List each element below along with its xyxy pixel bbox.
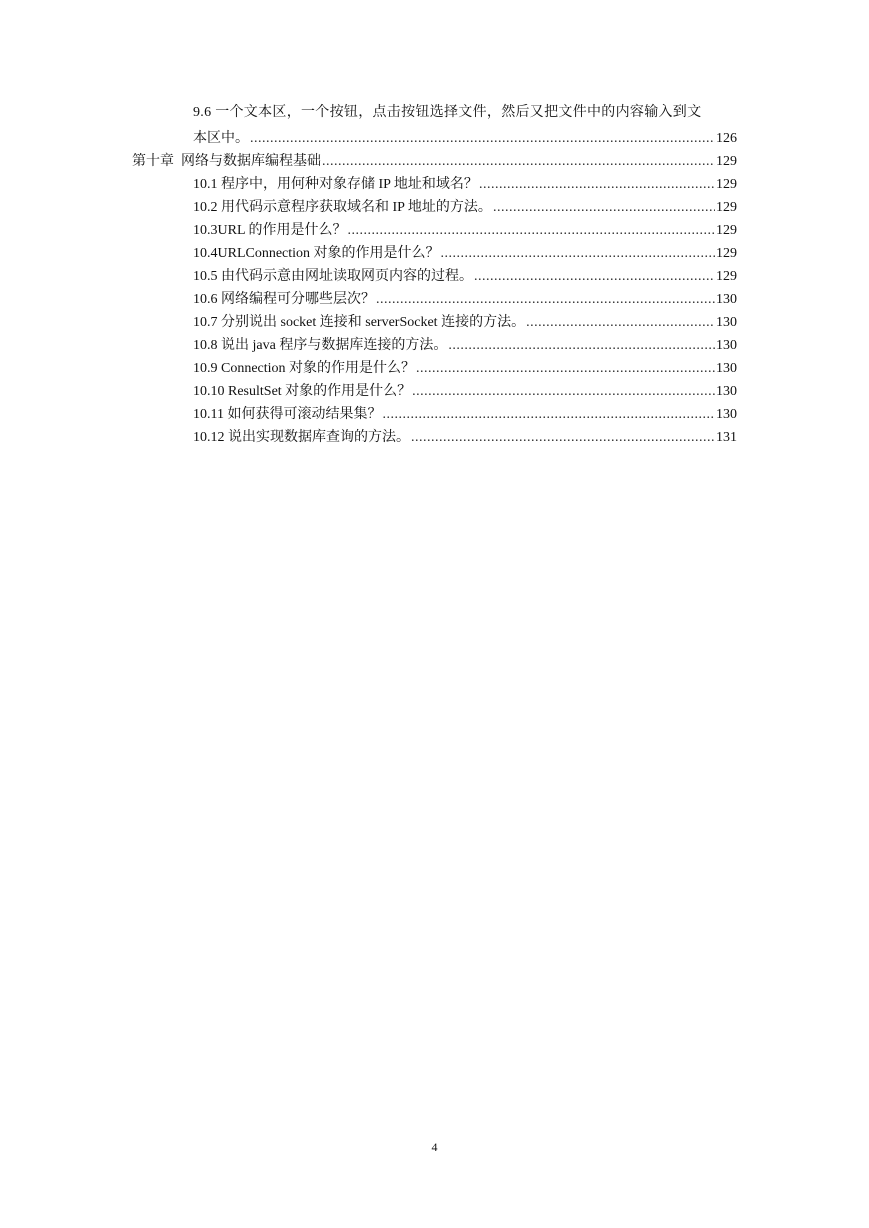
page-number: 4 xyxy=(431,1140,438,1154)
toc-entry-page: 126 xyxy=(716,131,737,146)
toc-entry-9-6-line1[interactable]: 9.6 一个文本区，一个按钮，点击按钮选择文件，然后又把文件中的内容输入到文 xyxy=(193,105,702,120)
toc-entry-title: 10.1 程序中，用何种对象存储 IP 地址和域名？ xyxy=(193,177,478,192)
toc-entry-page: 130 xyxy=(716,315,737,330)
toc-entry-title: 本区中。 xyxy=(193,131,249,146)
toc-entry[interactable] xyxy=(193,336,737,356)
toc-entry-title: 10.11 如何获得可滚动结果集？ xyxy=(193,407,382,422)
toc-chapter-10[interactable] xyxy=(132,152,737,172)
toc-entry[interactable] xyxy=(193,428,737,448)
dot-leader xyxy=(448,336,715,356)
toc-entry-title: 10.8 说出 java 程序与数据库连接的方法。 xyxy=(193,338,448,353)
toc-entry[interactable] xyxy=(193,290,737,310)
toc-entry-page: 130 xyxy=(716,361,737,376)
dot-leader xyxy=(441,244,715,264)
dot-leader xyxy=(382,405,715,425)
dot-leader xyxy=(474,267,715,287)
toc-entry[interactable] xyxy=(193,382,737,402)
toc-entry[interactable] xyxy=(193,221,737,241)
dot-leader xyxy=(250,129,715,149)
dot-leader xyxy=(493,198,715,218)
toc-entry-title: 10.5 由代码示意由网址读取网页内容的过程。 xyxy=(193,269,473,284)
toc-entry-page: 129 xyxy=(716,223,737,238)
toc-chapter-page: 129 xyxy=(716,154,737,169)
dot-leader xyxy=(526,313,715,333)
toc-entry-title: 10.12 说出实现数据库查询的方法。 xyxy=(193,430,410,445)
toc-entry-page: 129 xyxy=(716,269,737,284)
toc-entry-page: 130 xyxy=(716,292,737,307)
toc-entry-page: 130 xyxy=(716,407,737,422)
toc-entry-page: 129 xyxy=(716,177,737,192)
toc-entry[interactable] xyxy=(193,244,737,264)
toc-entry-title: 10.6 网络编程可分哪些层次？ xyxy=(193,292,375,307)
dot-leader xyxy=(412,382,715,402)
toc-entry-title: 10.2 用代码示意程序获取域名和 IP 地址的方法。 xyxy=(193,200,492,215)
toc-entry-title: 10.10 ResultSet 对象的作用是什么？ xyxy=(193,384,412,399)
dot-leader xyxy=(411,428,715,448)
dot-leader xyxy=(479,175,715,195)
toc-chapter-title: 第十章 网络与数据库编程基础 xyxy=(132,154,321,169)
toc-entry-page: 130 xyxy=(716,338,737,353)
toc-entry-page: 131 xyxy=(716,430,737,445)
dot-leader xyxy=(416,359,715,379)
toc-entry-page: 129 xyxy=(716,246,737,261)
toc-entry[interactable] xyxy=(193,405,737,425)
toc-entry-page: 130 xyxy=(716,384,737,399)
toc-entry[interactable] xyxy=(193,267,737,287)
toc-entry-page: 129 xyxy=(716,200,737,215)
dot-leader xyxy=(322,152,715,172)
toc-entry[interactable] xyxy=(193,175,737,195)
toc-entry[interactable] xyxy=(193,198,737,218)
toc-entry[interactable] xyxy=(193,313,737,333)
toc-entry-title: 10.3URL 的作用是什么？ xyxy=(193,223,347,238)
dot-leader xyxy=(376,290,715,310)
toc-entry-title: 10.7 分别说出 socket 连接和 serverSocket 连接的方法。 xyxy=(193,315,526,330)
toc-entry-9-6-line2[interactable] xyxy=(193,129,737,149)
toc-entry-title: 10.9 Connection 对象的作用是什么？ xyxy=(193,361,416,376)
toc-entry-title: 10.4URLConnection 对象的作用是什么？ xyxy=(193,246,440,261)
dot-leader xyxy=(347,221,715,241)
toc-entry[interactable] xyxy=(193,359,737,379)
